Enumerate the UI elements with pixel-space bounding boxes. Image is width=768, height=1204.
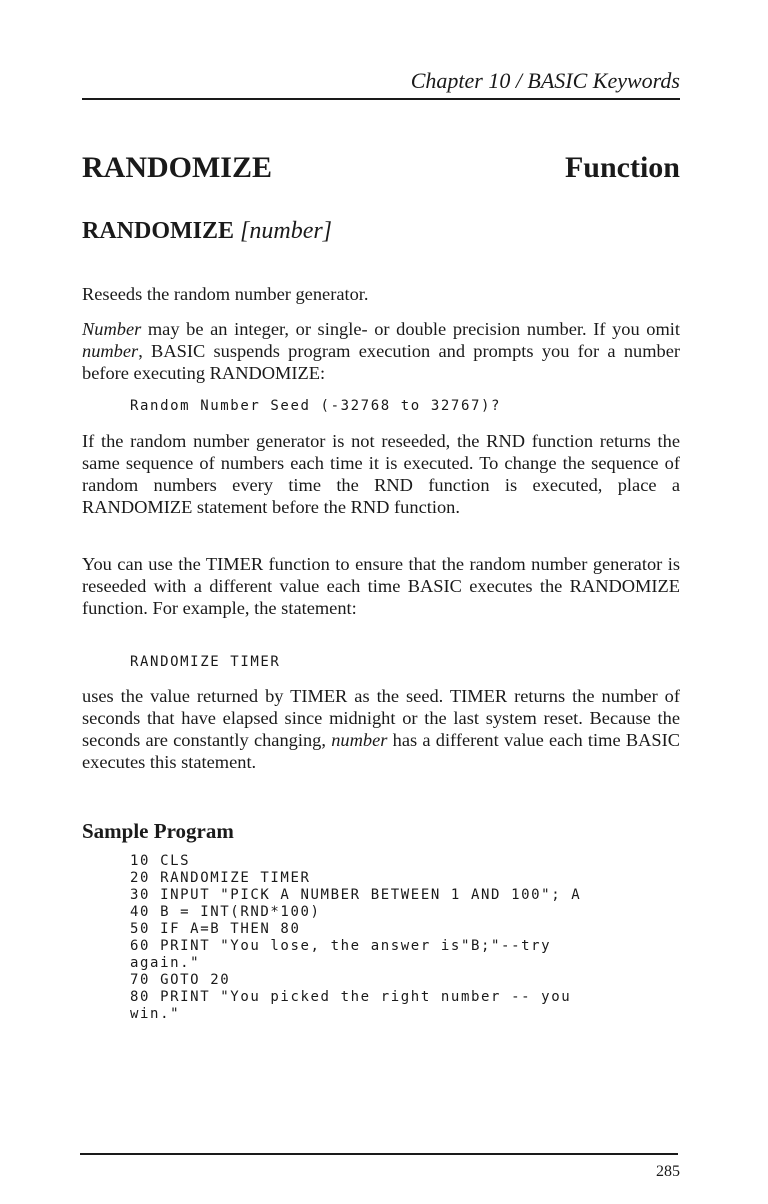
paragraph-number-text-b: , BASIC suspends program execution and prompts you for a number before executing RANDOMIZE: — [82, 341, 680, 383]
code-line: 10 CLS — [130, 853, 191, 869]
prompt-example: Random Number Seed (-32768 to 32767)? — [130, 398, 502, 414]
number-term-seed: number — [331, 730, 388, 750]
code-line: 50 IF A=B THEN 80 — [130, 921, 301, 937]
paragraph-reseed: If the random number generator is not reseeded, the RND function returns the same sequence of numbers each time it is executed. To change the sequence of random numbers every time the RND function is executed, place a RANDOMIZE statement before the RND function. — [82, 431, 680, 517]
code-line: 20 RANDOMIZE TIMER — [130, 870, 311, 886]
paragraph-seed-text-a: uses the value returned by TIMER as the seed. TIMER returns the number of seconds that have elapsed since midnight or the last system reset. Because the seconds are constantly changing, — [82, 686, 680, 750]
running-head: Chapter 10 / BASIC Keywords — [410, 68, 680, 93]
code-line: 60 PRINT "You lose, the answer is"B;"--try — [130, 938, 552, 954]
footer-rule — [80, 1153, 678, 1155]
syntax-argument: [number] — [240, 218, 333, 244]
number-term: Number — [82, 319, 142, 339]
code-line: 30 INPUT "PICK A NUMBER BETWEEN 1 AND 100"; A — [130, 887, 582, 903]
code-line: 70 GOTO 20 — [130, 972, 231, 988]
entry-type: Function — [564, 151, 680, 184]
paragraph-seed-text-b: has a different value each time BASIC executes this statement. — [82, 730, 681, 772]
paragraph-number-text-a: may be an integer, or single- or double precision number. If you omit — [141, 319, 680, 339]
paragraph-number — [82, 318, 680, 384]
paragraph-summary: Reseeds the random number generator. — [82, 284, 369, 304]
code-line: again." — [130, 955, 201, 971]
code-line: win." — [130, 1006, 181, 1022]
code-line: 40 B = INT(RND*100) — [130, 904, 321, 920]
code-listing — [130, 853, 690, 1023]
page-number: 285 — [656, 1163, 680, 1180]
entry-keyword: RANDOMIZE — [82, 151, 273, 184]
paragraph-seed — [82, 685, 680, 773]
statement-example: RANDOMIZE TIMER — [130, 654, 281, 670]
header-rule — [82, 98, 680, 100]
syntax-keyword: RANDOMIZE — [82, 218, 235, 244]
paragraph-timer: You can use the TIMER function to ensure that the random number generator is reseeded with a different value each time BASIC executes the RANDOMIZE function. For example, the statement: — [82, 554, 680, 618]
code-line: 80 PRINT "You picked the right number -- you — [130, 989, 572, 1005]
sample-program-heading: Sample Program — [82, 819, 234, 843]
number-term-inline: number — [82, 341, 139, 361]
syntax-line — [82, 216, 332, 246]
entry-title — [82, 148, 680, 188]
